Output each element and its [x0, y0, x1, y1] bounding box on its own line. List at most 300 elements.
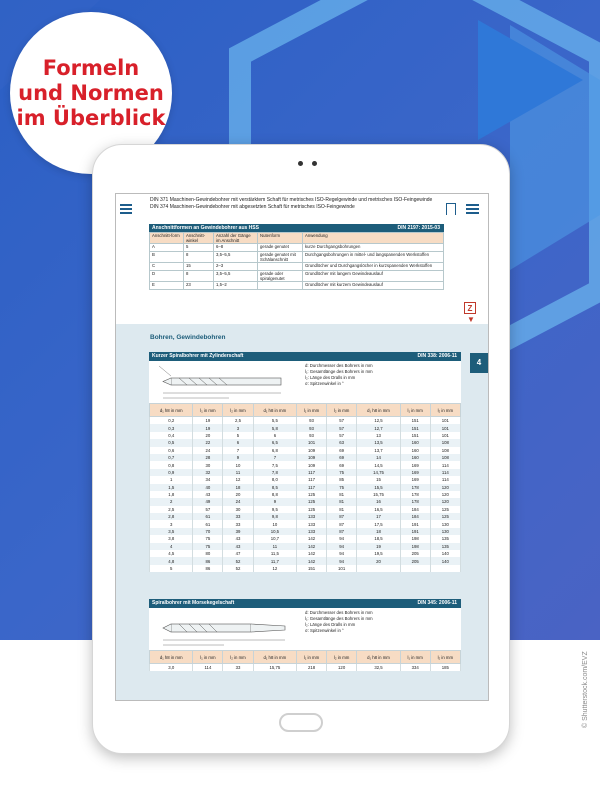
table-cell: 87 — [327, 520, 357, 527]
table-cell: 52 — [223, 565, 253, 572]
table-cell: 8,8 — [253, 491, 296, 498]
table-cell: 19 — [193, 424, 223, 431]
sensor-dot — [312, 161, 317, 166]
table-cell: 43 — [193, 491, 223, 498]
table-cell: 133 — [297, 528, 327, 535]
table-cell: 8 — [184, 252, 214, 263]
table-row — [150, 664, 461, 672]
table-cell: 2 — [150, 498, 193, 505]
table-cell: E — [150, 282, 184, 290]
tablet-screen — [115, 193, 489, 701]
table-cell: 114 — [430, 469, 460, 476]
table-cell: 191 — [400, 528, 430, 535]
table-cell: 85 — [327, 476, 357, 483]
section-title: Bohren, Gewindebohren — [150, 334, 226, 341]
table-cell: 133 — [297, 513, 327, 520]
table-cell: 30 — [223, 506, 253, 513]
table-cell: 3,8 — [150, 535, 193, 542]
table-cell: 9 — [223, 454, 253, 461]
table-cell: 11 — [253, 543, 296, 550]
table-cell: 0,7 — [150, 454, 193, 461]
table-row — [150, 520, 461, 527]
table-cell: 47 — [223, 550, 253, 557]
table-cell: 169 — [400, 461, 430, 468]
table-cell: 2,8 — [150, 513, 193, 520]
z-marker-button[interactable]: Z — [464, 302, 476, 314]
table-cell: 117 — [297, 476, 327, 483]
column-header: d₁ h8 in mm — [253, 651, 296, 664]
arrow-down-icon[interactable]: ▼ — [467, 315, 475, 324]
table-cell: 184 — [400, 506, 430, 513]
table-cell: 75 — [327, 484, 357, 491]
table-cell: 70 — [193, 528, 223, 535]
table-cell: gerade genutet mit Schälanschnitt — [258, 252, 303, 263]
table-cell: 93 — [297, 432, 327, 439]
drill-drawing — [149, 608, 299, 650]
table-cell: 15,75 — [357, 491, 400, 498]
table-cell: 117 — [297, 469, 327, 476]
table-cell: 3 — [150, 520, 193, 527]
table-cell: 30 — [193, 461, 223, 468]
page-185 — [116, 222, 488, 322]
table-row — [150, 454, 461, 461]
table-cell: 9,8 — [253, 513, 296, 520]
table-cell: 120 — [430, 498, 460, 505]
table-cell: 69 — [327, 447, 357, 454]
table-cell: 93 — [297, 424, 327, 431]
table-cell: 8,5 — [253, 484, 296, 491]
table-cell: 2–3 — [214, 263, 258, 271]
table-cell: 12,5 — [357, 417, 400, 425]
table-cell: 13,5 — [357, 439, 400, 446]
table-cell: 120 — [327, 664, 357, 672]
table-cell: 20 — [357, 557, 400, 564]
table-cell: 151 — [400, 417, 430, 425]
table-row — [150, 543, 461, 550]
reader-toolbar — [116, 194, 488, 222]
table-row — [150, 565, 461, 572]
table-cell: 169 — [400, 476, 430, 483]
table-cell: 101 — [430, 432, 460, 439]
table-cell: 178 — [400, 491, 430, 498]
column-header: Anschnitt-form — [150, 233, 184, 244]
toc-list-icon[interactable] — [466, 204, 479, 214]
table-cell: 7,8 — [253, 469, 296, 476]
table-cell: 15,5 — [357, 484, 400, 491]
table-cell: A — [150, 244, 184, 252]
table-cell: 69 — [327, 461, 357, 468]
table-cell: 7 — [253, 454, 296, 461]
block-header: Spiralbohrer mit Morsekegelschaft DIN 345: 2006-11 — [149, 599, 461, 608]
table-row — [150, 447, 461, 454]
table-row — [150, 282, 444, 290]
table-cell: 9 — [253, 498, 296, 505]
table-cell: 109 — [297, 454, 327, 461]
column-header: l₂ in mm — [430, 404, 460, 417]
table-cell: 13,7 — [357, 447, 400, 454]
table-cell: 0,8 — [150, 461, 193, 468]
table-header-anschnittformen: Anschnittformen an Gewindebohrer aus HSS DIN 2197: 2015-03 — [149, 224, 444, 232]
column-header: l₂ in mm — [327, 651, 357, 664]
table-cell: 61 — [193, 520, 223, 527]
table-cell: 81 — [327, 498, 357, 505]
table-row — [150, 271, 444, 282]
table-cell: 40 — [193, 484, 223, 491]
spiralbohrer-morsekegel-block — [149, 599, 461, 671]
table-cell: 33 — [223, 520, 253, 527]
column-header: l₁ in mm — [193, 404, 223, 417]
table-cell: 86 — [193, 565, 223, 572]
block-header: Kurzer Spiralbohrer mit Zylinderschaft DIN 338: 2006-11 — [149, 352, 461, 361]
table-cell: 63 — [327, 439, 357, 446]
table-cell: 334 — [400, 664, 430, 672]
table-cell: Grundlöcher und Durchgangslöcher in kurzspanenden Werkstoffen — [303, 263, 444, 271]
table-cell: 108 — [430, 447, 460, 454]
table-cell: 178 — [400, 498, 430, 505]
table-cell: 16,5 — [357, 506, 400, 513]
legend: d: Durchmesser des Bohrers in mm l₁: Gesamtlänge des Bohrers in mm l₂: Länge des Dralls in mm σ: Spitzenwinkel in ° — [305, 363, 373, 386]
table-cell: 4,8 — [150, 557, 193, 564]
table-cell: 101 — [327, 565, 357, 572]
table-cell: 8,0 — [253, 476, 296, 483]
table-cell: 5,8 — [253, 424, 296, 431]
column-header: Anzahl der Gänge im Anschnitt — [214, 233, 258, 244]
table-cell: 160 — [400, 439, 430, 446]
column-header: l₁ in mm — [400, 651, 430, 664]
column-header: Anschnitt-winkel — [184, 233, 214, 244]
table-cell: 5 — [184, 244, 214, 252]
table-cell: 15 — [357, 476, 400, 483]
table-cell: 125 — [430, 513, 460, 520]
table-cell: 133 — [297, 520, 327, 527]
table-cell: 8 — [184, 271, 214, 282]
table-cell: 15 — [184, 263, 214, 271]
table-cell: 6–8 — [214, 244, 258, 252]
morsekegel-table — [149, 650, 461, 671]
table-cell: 6,8 — [253, 447, 296, 454]
table-cell: Grundlöcher mit kurzem Gewindeauslauf — [303, 282, 444, 290]
table-cell: 33 — [223, 664, 253, 672]
table-cell: 57 — [327, 432, 357, 439]
table-cell: 81 — [327, 506, 357, 513]
badge-text: Formeln und Normen im Überblick — [16, 55, 166, 130]
table-cell: 3,5–5,5 — [214, 271, 258, 282]
table-cell: 198 — [400, 543, 430, 550]
table-cell: 109 — [297, 461, 327, 468]
table-cell: 1,5–2 — [214, 282, 258, 290]
table-cell: 11 — [223, 469, 253, 476]
table-cell: 130 — [430, 520, 460, 527]
table-cell: 178 — [400, 484, 430, 491]
table-cell: 3 — [223, 424, 253, 431]
din-standards-text: DIN 371 Maschinen-Gewindebohrer mit verstärktem Schaft für metrisches ISO-Regelgewinde und metrisches ISO-Feingewinde DIN 374 Maschinen-Gewindebohrer mit abgesetzten Schaft für metrisches ISO-Feingewinde — [150, 197, 433, 210]
table-cell: 2,5 — [223, 417, 253, 425]
column-header: d₁ h8 in mm — [253, 404, 296, 417]
table-cell: 34 — [193, 476, 223, 483]
table-cell: 169 — [400, 469, 430, 476]
table-cell: 120 — [430, 484, 460, 491]
table-cell: 14 — [357, 454, 400, 461]
table-cell: 2,5 — [150, 506, 193, 513]
table-cell: 117 — [297, 484, 327, 491]
table-cell: 12,7 — [357, 424, 400, 431]
table-cell: 109 — [297, 447, 327, 454]
table-cell: 0,9 — [150, 469, 193, 476]
table-cell: 19 — [357, 543, 400, 550]
table-cell: D — [150, 271, 184, 282]
table-row — [150, 432, 461, 439]
table-cell: 101 — [430, 424, 460, 431]
table-cell: 125 — [297, 506, 327, 513]
table-cell — [430, 565, 460, 572]
table-cell: 1,8 — [150, 491, 193, 498]
column-header: l₁ in mm — [400, 404, 430, 417]
table-cell: 0,4 — [150, 432, 193, 439]
table-row — [150, 491, 461, 498]
table-cell: 0,2 — [150, 417, 193, 425]
table-cell: 75 — [327, 469, 357, 476]
table-cell: 108 — [430, 439, 460, 446]
table-cell: 3,5 — [150, 528, 193, 535]
column-header: l₁ in mm — [297, 404, 327, 417]
table-cell: 198 — [400, 535, 430, 542]
table-cell — [258, 282, 303, 290]
table-cell: 191 — [400, 520, 430, 527]
table-cell: 12 — [223, 476, 253, 483]
table-cell: 49 — [193, 498, 223, 505]
table-cell: 18 — [223, 484, 253, 491]
table-cell: 0,3 — [150, 424, 193, 431]
table-row — [150, 252, 444, 263]
table-cell: 205 — [400, 557, 430, 564]
table-cell: Durchgangsbohrungen in mittel- und langspanenden Werkstoffen — [303, 252, 444, 263]
chapter-tab[interactable]: 4 — [470, 353, 488, 373]
table-cell: 151 — [297, 565, 327, 572]
table-cell: 4,5 — [150, 550, 193, 557]
column-header: l₂ in mm — [430, 651, 460, 664]
table-cell: 3,5–5,5 — [214, 252, 258, 263]
table-cell: 160 — [400, 454, 430, 461]
table-cell: B — [150, 252, 184, 263]
table-cell: 13 — [357, 432, 400, 439]
table-cell: 205 — [400, 550, 430, 557]
table-cell: 32 — [193, 469, 223, 476]
table-cell: 32,5 — [357, 664, 400, 672]
column-header: l₂ in mm — [327, 404, 357, 417]
table-cell: 18 — [357, 528, 400, 535]
camera-dot — [298, 161, 303, 166]
home-button[interactable] — [279, 713, 323, 732]
table-row — [150, 498, 461, 505]
table-cell: 218 — [297, 664, 327, 672]
table-cell: 101 — [297, 439, 327, 446]
column-header: d₁ h8 in mm — [357, 651, 400, 664]
table-cell: 7 — [223, 447, 253, 454]
column-header: l₂ in mm — [223, 404, 253, 417]
table-cell: 5,5 — [253, 417, 296, 425]
table-cell: 43 — [223, 543, 253, 550]
column-header: l₂ in mm — [223, 651, 253, 664]
table-row — [150, 476, 461, 483]
table-cell: 11,7 — [253, 557, 296, 564]
column-header: Anwendung — [303, 233, 444, 244]
spiralbohrer-table — [149, 403, 461, 572]
table-cell — [258, 263, 303, 271]
table-cell: 81 — [327, 491, 357, 498]
table-cell: 75 — [193, 543, 223, 550]
table-cell: 80 — [193, 550, 223, 557]
table-cell: 24 — [223, 498, 253, 505]
table-cell: 19 — [193, 417, 223, 425]
table-cell: 39 — [223, 528, 253, 535]
menu-icon[interactable] — [120, 204, 132, 213]
table-cell: 17,5 — [357, 520, 400, 527]
bookmark-icon[interactable] — [446, 203, 456, 215]
table-row — [150, 550, 461, 557]
column-header: l₁ in mm — [297, 651, 327, 664]
table-cell: 17 — [357, 513, 400, 520]
table-row — [150, 557, 461, 564]
table-cell: 4 — [150, 543, 193, 550]
table-cell: 114 — [430, 461, 460, 468]
table-cell: 1,5 — [150, 484, 193, 491]
table-cell: 12 — [253, 565, 296, 572]
column-header: l₁ in mm — [193, 651, 223, 664]
table-cell: 185 — [430, 664, 460, 672]
table-cell: 6,5 — [253, 439, 296, 446]
table-cell: 6 — [223, 439, 253, 446]
table-cell: 114 — [193, 664, 223, 672]
table-cell: 20 — [223, 491, 253, 498]
table-cell: 14,5 — [357, 461, 400, 468]
table-row — [150, 469, 461, 476]
table-row — [150, 535, 461, 542]
table-cell: 120 — [430, 491, 460, 498]
table-cell: 125 — [297, 498, 327, 505]
table-row — [150, 513, 461, 520]
table-cell: 94 — [327, 535, 357, 542]
table-cell: 140 — [430, 557, 460, 564]
column-header: Nutenform — [258, 233, 303, 244]
table-cell: 16 — [357, 498, 400, 505]
table-row — [150, 461, 461, 468]
table-cell: 10,5 — [253, 528, 296, 535]
table-row — [150, 528, 461, 535]
drill-diagram — [149, 361, 461, 403]
table-cell: 7,5 — [253, 461, 296, 468]
table-cell: 5 — [223, 432, 253, 439]
table-cell: 10 — [223, 461, 253, 468]
table-cell: 11,5 — [253, 550, 296, 557]
table-cell: 87 — [327, 528, 357, 535]
table-cell: 5 — [150, 565, 193, 572]
table-row — [150, 439, 461, 446]
drill-diagram — [149, 608, 461, 650]
table-cell: 151 — [400, 432, 430, 439]
table-cell: 125 — [297, 491, 327, 498]
spiralbohrer-zylinderschaft-block — [149, 352, 461, 572]
table-cell: Grundlöcher mit langem Gewindeauslauf — [303, 271, 444, 282]
photo-credit: © Shutterstock.com/EVZ — [582, 651, 589, 728]
table-cell: 10 — [253, 520, 296, 527]
table-row — [150, 506, 461, 513]
table-row — [150, 424, 461, 431]
table-cell: 93 — [297, 417, 327, 425]
table-cell: 14,75 — [357, 469, 400, 476]
table-cell: 10,7 — [253, 535, 296, 542]
legend: d: Durchmesser des Bohrers in mm l₁: Gesamtlänge des Bohrers in mm l₂: Länge des Dralls in mm σ: Spitzenwinkel in ° — [305, 610, 373, 633]
table-cell: 130 — [430, 528, 460, 535]
table-row — [150, 417, 461, 425]
table-cell: 0,5 — [150, 439, 193, 446]
table-cell: 24 — [193, 447, 223, 454]
table-cell: 140 — [430, 550, 460, 557]
table-cell: 9,5 — [253, 506, 296, 513]
table-cell: 94 — [327, 557, 357, 564]
table-cell: 142 — [297, 535, 327, 542]
table-cell — [400, 565, 430, 572]
table-cell: 135 — [430, 543, 460, 550]
table-cell: 15,75 — [253, 664, 296, 672]
table-cell: 19,5 — [357, 550, 400, 557]
table-cell: 75 — [193, 535, 223, 542]
table-cell: 108 — [430, 454, 460, 461]
table-cell: 43 — [223, 535, 253, 542]
column-header: d₁ h8 in mm — [357, 404, 400, 417]
table-cell: 142 — [297, 550, 327, 557]
column-header: d₁ h8 in mm — [150, 404, 193, 417]
column-header: d₁ h8 in mm — [150, 651, 193, 664]
anschnittformen-table — [149, 232, 444, 290]
table-row — [150, 263, 444, 271]
table-cell: 142 — [297, 543, 327, 550]
table-cell: 69 — [327, 454, 357, 461]
table-cell: 125 — [430, 506, 460, 513]
table-cell: kurze Durchgangsbohrungen — [303, 244, 444, 252]
table-cell: 57 — [327, 424, 357, 431]
table-cell: 28 — [193, 454, 223, 461]
table-cell: 101 — [430, 417, 460, 425]
table-cell: 18,5 — [357, 535, 400, 542]
page-186 — [116, 324, 488, 700]
table-cell: 87 — [327, 513, 357, 520]
table-cell: 94 — [327, 543, 357, 550]
table-cell: 22 — [193, 439, 223, 446]
table-cell: C — [150, 263, 184, 271]
table-cell: 114 — [430, 476, 460, 483]
table-cell: 160 — [400, 447, 430, 454]
table-cell: 20 — [193, 432, 223, 439]
table-cell: gerade oder spiralgenutet — [258, 271, 303, 282]
table-row — [150, 244, 444, 252]
table-cell: gerade genutet — [258, 244, 303, 252]
table-cell: 0,6 — [150, 447, 193, 454]
table-cell: 3,0 — [150, 664, 193, 672]
table-cell — [357, 565, 400, 572]
table-cell: 94 — [327, 550, 357, 557]
tablet-frame — [92, 144, 510, 754]
table-cell: 6 — [253, 432, 296, 439]
table-cell: 86 — [193, 557, 223, 564]
drill-drawing — [149, 361, 299, 403]
table-cell: 1 — [150, 476, 193, 483]
table-row — [150, 484, 461, 491]
table-cell: 184 — [400, 513, 430, 520]
table-cell: 61 — [193, 513, 223, 520]
table-cell: 151 — [400, 424, 430, 431]
table-cell: 57 — [327, 417, 357, 425]
table-cell: 23 — [184, 282, 214, 290]
